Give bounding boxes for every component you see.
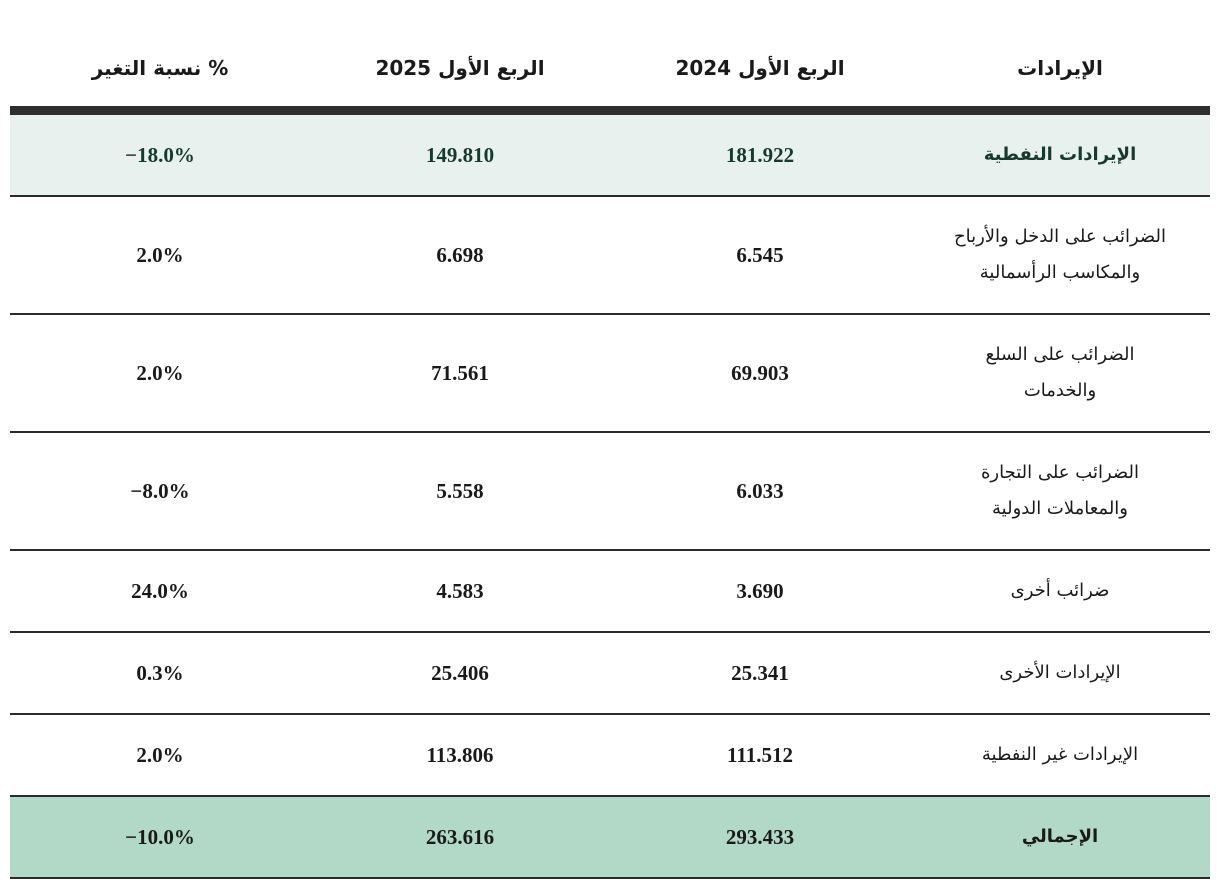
table-row-other-taxes <box>10 551 1210 633</box>
value-q1-2024: 69.903 <box>731 360 789 385</box>
row-label-line2: والمكاسب الرأسمالية <box>979 262 1141 283</box>
value-q1-2025: 149.810 <box>425 142 495 167</box>
value-q1-2025: 5.558 <box>436 478 484 503</box>
row-label: الإيرادات النفطية <box>983 144 1137 165</box>
value-q1-2024: 6.033 <box>736 478 784 503</box>
table-row-oil-revenues <box>10 115 1210 197</box>
row-label: الإيرادات الأخرى <box>999 662 1121 683</box>
table-row-income-taxes <box>10 197 1210 315</box>
row-label-line1: الضرائب على السلع <box>985 344 1135 365</box>
value-change <box>10 743 310 768</box>
value-q1-2025: 113.806 <box>426 742 494 767</box>
change-percent: −10.0% <box>125 824 195 849</box>
row-label <box>910 337 1210 409</box>
row-label: ضرائب أخرى <box>1010 580 1110 601</box>
value-q1-2024: 293.433 <box>725 824 795 849</box>
row-label: الإيرادات غير النفطية <box>981 744 1139 765</box>
value-q1-2024: 181.922 <box>725 142 795 167</box>
change-percent: −8.0% <box>130 478 190 503</box>
row-label-line1: الضرائب على الدخل والأرباح <box>953 226 1167 247</box>
value-change <box>10 479 310 504</box>
value-change <box>10 243 310 268</box>
value-q1-2025: 263.616 <box>425 824 495 849</box>
table-row-non-oil-revenues <box>10 715 1210 797</box>
table-row-goods-services-taxes <box>10 315 1210 433</box>
change-percent: 2.0% <box>136 742 184 767</box>
header-revenues: الإيرادات <box>1017 56 1103 80</box>
row-label-line2: والخدمات <box>1023 380 1097 401</box>
value-q1-2024: 111.512 <box>727 742 793 767</box>
table-row-other-revenues <box>10 633 1210 715</box>
value-change <box>10 825 310 850</box>
change-percent: 0.3% <box>136 660 184 685</box>
revenue-table <box>10 0 1210 879</box>
change-percent: 2.0% <box>136 242 184 267</box>
value-q1-2025: 4.583 <box>436 578 484 603</box>
row-label: الإجمالي <box>1021 826 1099 847</box>
change-percent: 24.0% <box>131 578 189 603</box>
value-q1-2024: 6.545 <box>736 242 784 267</box>
value-q1-2024: 25.341 <box>731 660 789 685</box>
value-q1-2025: 25.406 <box>431 660 489 685</box>
value-q1-2024: 3.690 <box>736 578 784 603</box>
value-change <box>10 143 310 168</box>
value-change <box>10 361 310 386</box>
value-q1-2025: 6.698 <box>436 242 484 267</box>
header-q1-2025: الربع الأول 2025 <box>375 56 545 80</box>
header-q1-2024: الربع الأول 2024 <box>675 56 845 80</box>
table-row-total <box>10 797 1210 879</box>
value-q1-2025: 71.561 <box>431 360 489 385</box>
change-percent: 2.0% <box>136 360 184 385</box>
row-label <box>910 455 1210 527</box>
table-header-row <box>10 0 1210 115</box>
value-change <box>10 579 310 604</box>
row-label-line2: والمعاملات الدولية <box>992 498 1128 519</box>
row-label-line1: الضرائب على التجارة <box>980 462 1139 483</box>
header-change: نسبة التغير % <box>91 56 229 80</box>
row-label <box>910 219 1210 291</box>
table-row-trade-taxes <box>10 433 1210 551</box>
value-change <box>10 661 310 686</box>
change-percent: −18.0% <box>125 142 195 167</box>
